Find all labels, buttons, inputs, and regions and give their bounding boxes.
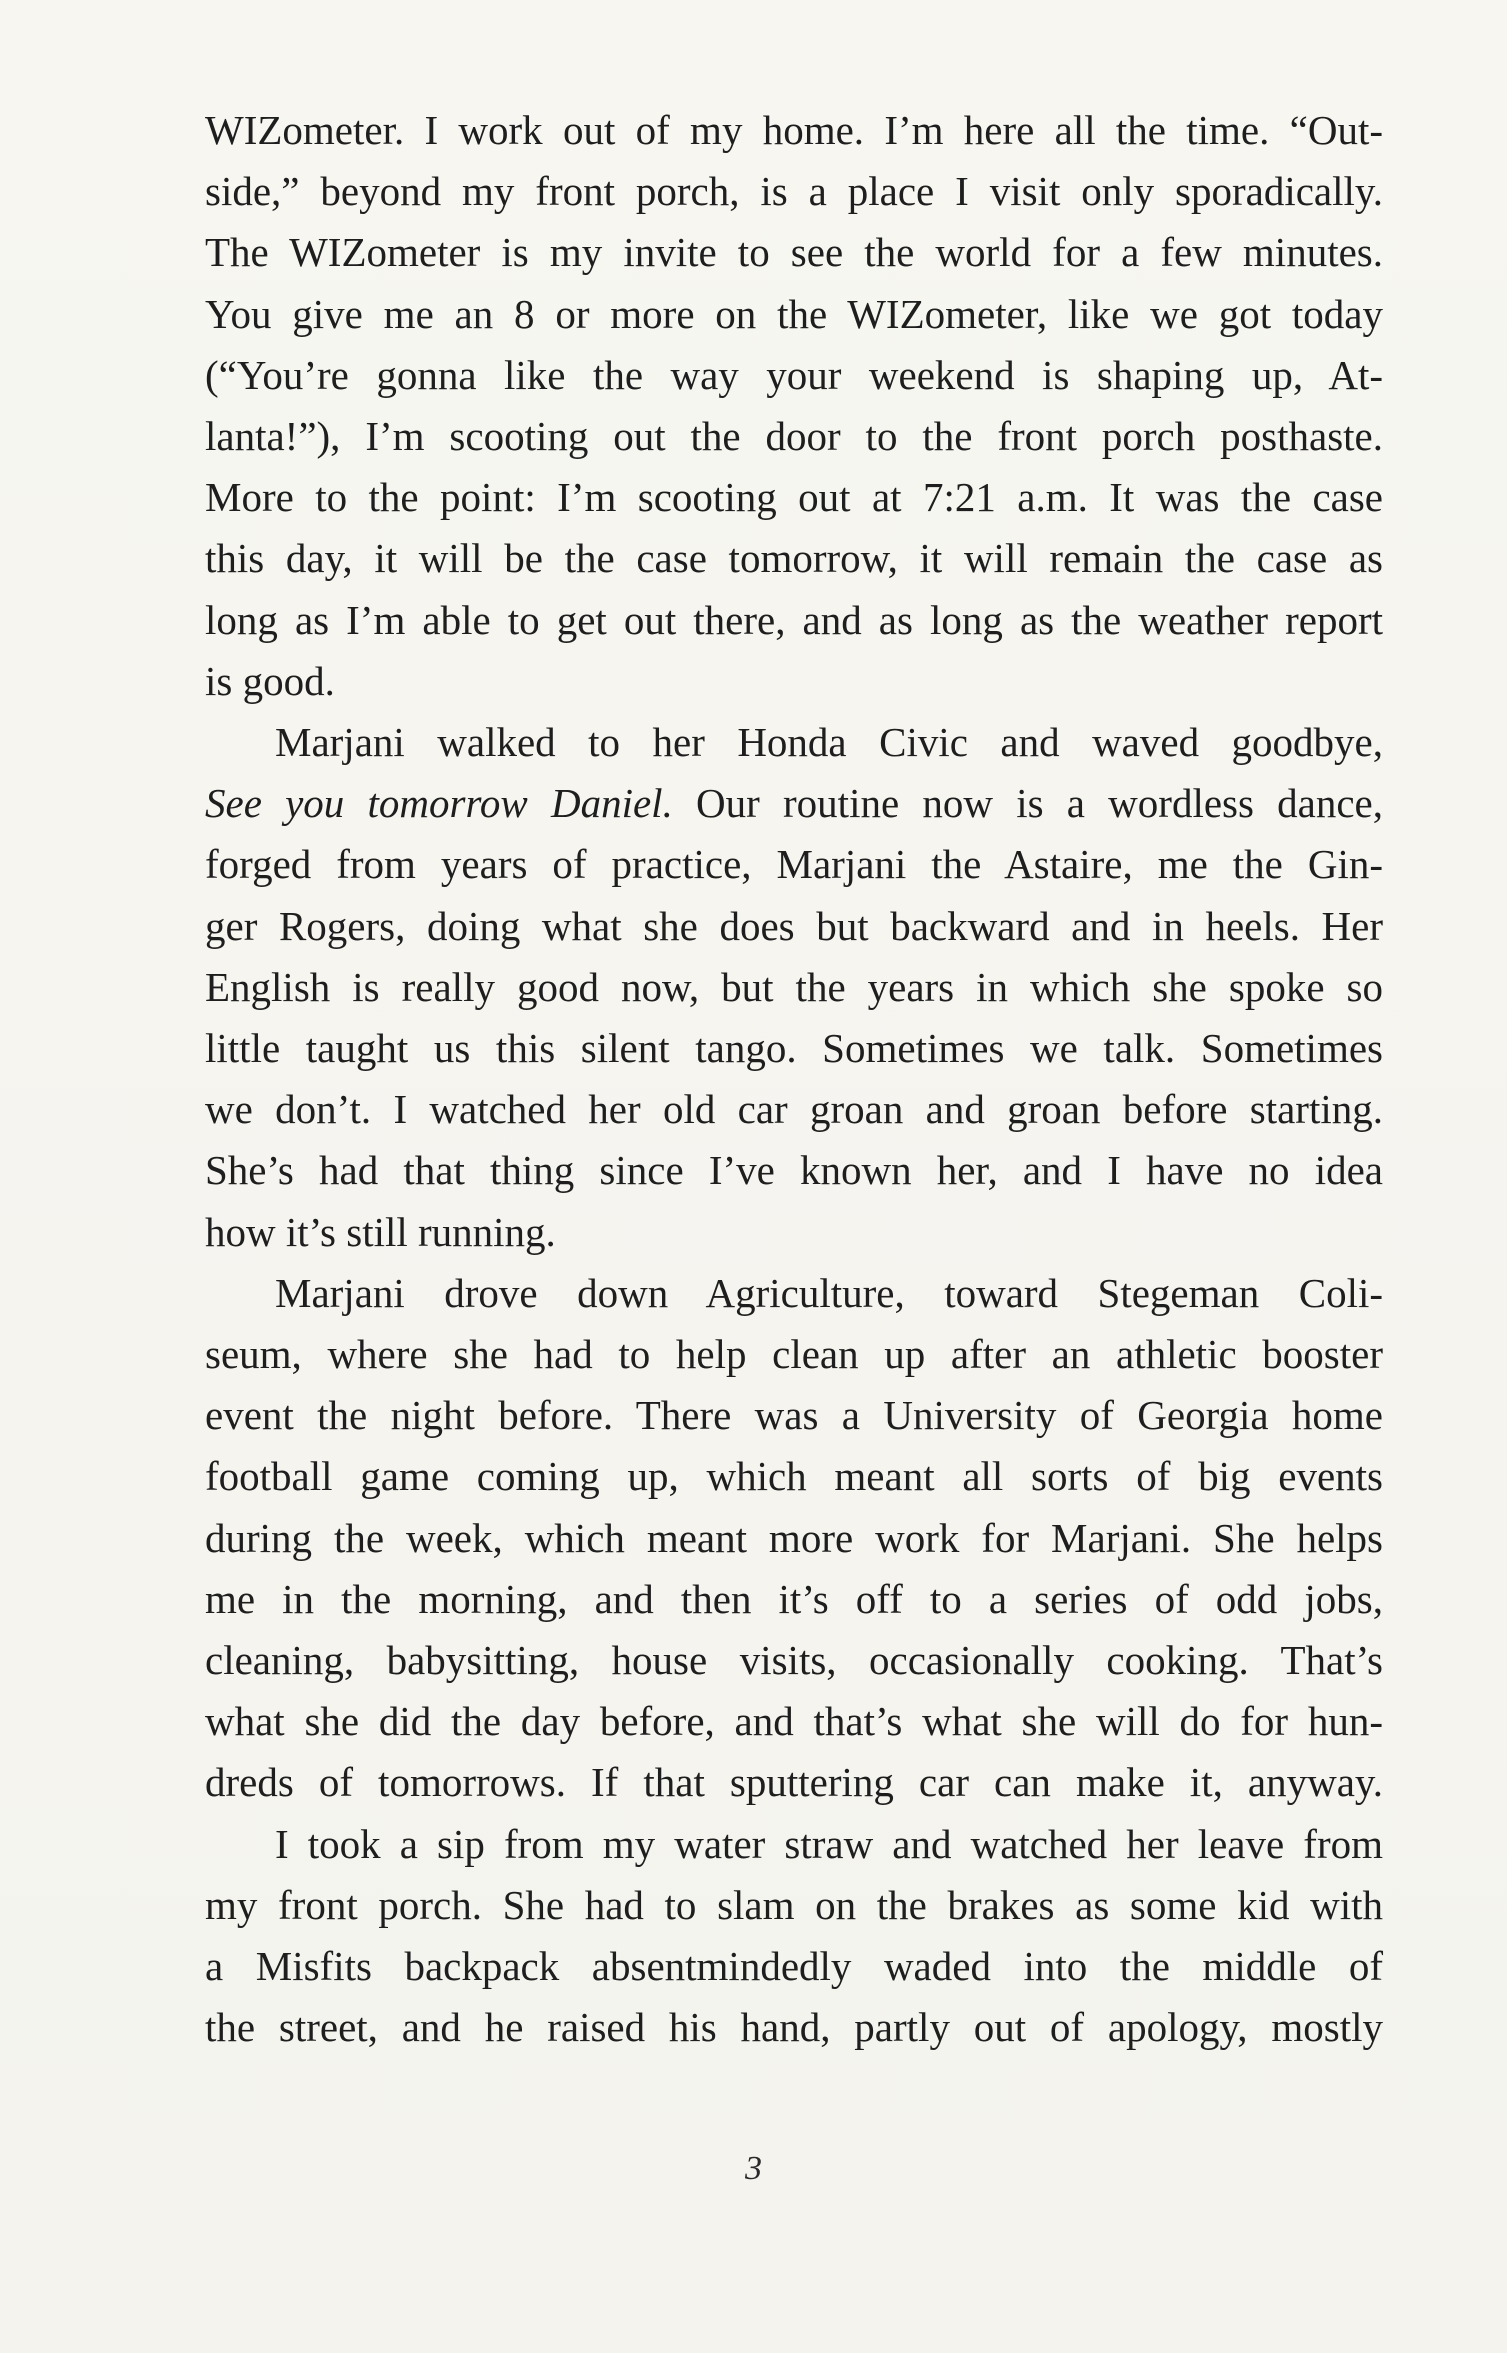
text-line: seum, where she had to help clean up after an athletic booster	[205, 1331, 1383, 1378]
text-line: More to the point: I’m scooting out at 7:21 a.m. It was the case	[205, 474, 1383, 521]
text-line: side,” beyond my front porch, is a place I visit only sporadically.	[205, 168, 1383, 215]
text-line: cleaning, babysitting, house visits, occasionally cooking. That’s	[205, 1637, 1383, 1684]
text-line	[205, 773, 1383, 834]
text-line: ger Rogers, doing what she does but backward and in heels. Her	[205, 902, 1383, 949]
text-line: during the week, which meant more work for Marjani. She helps	[205, 1514, 1383, 1561]
text-line: long as I’m able to get out there, and as long as the weather report	[205, 596, 1383, 643]
text-line: what she did the day before, and that’s what she will do for hun-	[205, 1698, 1383, 1745]
text-line: me in the morning, and then it’s off to a series of odd jobs,	[205, 1575, 1383, 1622]
text-line: The WIZometer is my invite to see the world for a few minutes.	[205, 229, 1383, 276]
text-line: little taught us this silent tango. Sometimes we talk. Sometimes	[205, 1025, 1383, 1072]
text-line: football game coming up, which meant all sorts of big events	[205, 1453, 1383, 1500]
text-line: this day, it will be the case tomorrow, it will remain the case as	[205, 535, 1383, 582]
text-line: dreds of tomorrows. If that sputtering car can make it, anyway.	[205, 1759, 1383, 1806]
italic-dialogue: See you tomorrow Daniel.	[205, 780, 673, 827]
text-line: a Misfits backpack absentmindedly waded into the middle of	[205, 1943, 1383, 1990]
text-line: is good.	[205, 657, 335, 704]
text-line: She’s had that thing since I’ve known her, and I have no idea	[205, 1147, 1383, 1194]
text-line: how it’s still running.	[205, 1208, 556, 1255]
paragraph-1	[205, 100, 1383, 712]
text-line: lanta!”), I’m scooting out the door to the front porch posthaste.	[205, 413, 1383, 460]
paragraph-3	[205, 1263, 1383, 1814]
text-line: forged from years of practice, Marjani the Astaire, me the Gin-	[205, 841, 1383, 888]
text-line: Marjani drove down Agriculture, toward Stegeman Coli-	[275, 1269, 1383, 1316]
paragraph-4	[205, 1814, 1383, 2059]
text-line: WIZometer. I work out of my home. I’m here all the time. “Out-	[205, 107, 1383, 153]
text-line: my front porch. She had to slam on the brakes as some kid with	[205, 1881, 1383, 1928]
text-line: You give me an 8 or more on the WIZometer, like we got today	[205, 290, 1383, 337]
page-number: 3	[745, 2150, 762, 2187]
text-line: I took a sip from my water straw and watched her leave from	[275, 1820, 1383, 1867]
text-line: we don’t. I watched her old car groan and groan before starting.	[205, 1086, 1383, 1133]
text-line: (“You’re gonna like the way your weekend is shaping up, At-	[205, 351, 1383, 398]
text-run: Our routine now is a wordless dance,	[672, 780, 1384, 827]
text-line: event the night before. There was a University of Georgia home	[205, 1392, 1383, 1439]
text-line: Marjani walked to her Honda Civic and waved goodbye,	[275, 719, 1383, 766]
body-text	[205, 100, 1383, 2059]
text-line: English is really good now, but the years in which she spoke so	[205, 963, 1383, 1010]
text-line: the street, and he raised his hand, partly out of apology, mostly	[205, 2004, 1383, 2051]
paragraph-2	[205, 712, 1383, 1263]
